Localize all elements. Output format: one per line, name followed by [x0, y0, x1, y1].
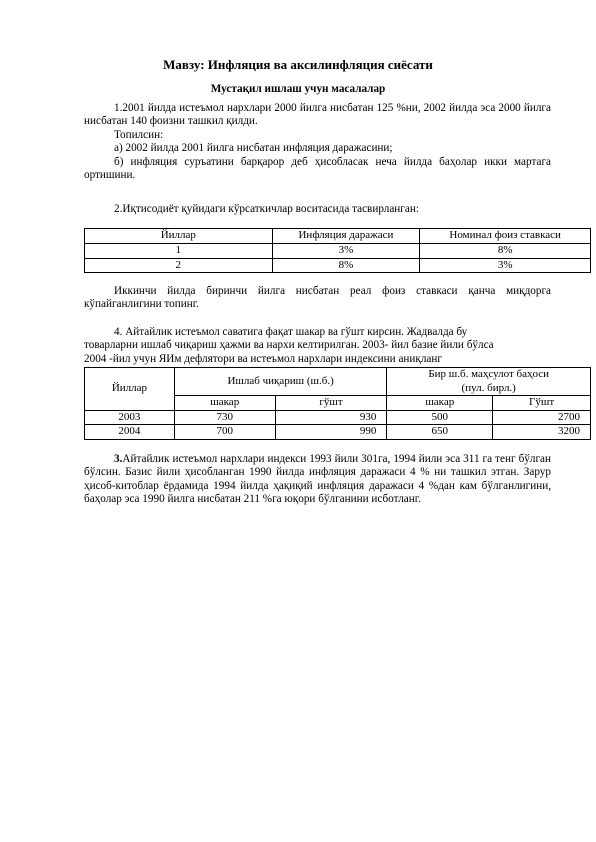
cell: 8% [420, 243, 591, 258]
header-unit-price [387, 368, 591, 396]
task-1-item-b: б) инфляция суръатини барқарор деб ҳисобласак неча йилда баҳолар икки мартага ортишини. [84, 155, 551, 182]
task-4-intro-line: 4. Айтайлик истеъмол саватига фақат шакар ва гўшт кирсин. Жадвалда бу [114, 326, 468, 338]
cell: 3% [272, 243, 420, 258]
cell: 930 [275, 410, 387, 425]
task-3 [84, 453, 551, 507]
cell: 500 [387, 410, 493, 425]
task-1 [84, 102, 551, 182]
task-4-intro [84, 326, 551, 366]
header-unit-price-line1: Бир ш.б. маҳсулот баҳоси [428, 368, 550, 380]
task-3-body: Айтайлик истеъмол нархлари индекси 1993 йили 301га, 1994 йили эса 311 га тенг бўлган бўлсин. Базис йили ҳисобланган 1990 йилда инфляция даражаси 4 % ни ташкил этган. Зарур ҳисоб-китоблар ёрдамида 1994 йилда ҳақиқий инфляция даражаси 4 %дан кам бўлганлигини, баҳолар эса 1990 йилга нисбатан 211 %га юқори бўлганини исботланг. [84, 453, 551, 506]
cell: 3% [420, 258, 591, 273]
table-header-row [85, 368, 591, 396]
header-nominal-rate: Номинал фоиз ставкаси [420, 229, 591, 244]
header-production: Ишлаб чиқариш (ш.б.) [174, 368, 387, 396]
header-inflation: Инфляция даражаси [272, 229, 420, 244]
subheader-sugar: шакар [387, 396, 493, 411]
table-row [85, 425, 591, 440]
cell: 8% [272, 258, 420, 273]
page-title: Мавзу: Инфляция ва аксилинфляция сиёсати [163, 57, 433, 72]
cell: 3200 [493, 425, 591, 440]
task-2-question [84, 285, 551, 312]
table-row [85, 410, 591, 425]
header-years: Йиллар [85, 229, 273, 244]
subheader-meat: гўшт [275, 396, 387, 411]
cell: 2700 [493, 410, 591, 425]
inflation-table [84, 228, 591, 273]
cell: 2003 [85, 410, 175, 425]
cell: 1 [85, 243, 273, 258]
cell: 650 [387, 425, 493, 440]
cell: 2004 [85, 425, 175, 440]
subheader-meat: Гўшт [493, 396, 591, 411]
cell: 2 [85, 258, 273, 273]
table-header-row [85, 229, 591, 244]
cell: 730 [174, 410, 275, 425]
header-unit-price-line2: (пул. бирл.) [461, 381, 516, 394]
task-2-intro [84, 203, 551, 216]
task-1-item-a: а) 2002 йилда 2001 йилга нисбатан инфляция даражасини; [114, 142, 393, 155]
subheader-sugar: шакар [174, 396, 275, 411]
task-3-text [84, 453, 551, 507]
header-years: Йиллар [85, 368, 175, 411]
task-1-find-label: Топилсин: [114, 128, 164, 141]
task-4-intro-line: 2004 -йил учун ЯИм дефлятори ва истеъмол нархлари индексини аниқланг [84, 352, 442, 365]
table-row [85, 258, 591, 273]
task-1-statement: 1.2001 йилда истеъмол нархлари 2000 йилга нисбатан 125 %ни, 2002 йилда эса 2000 йилга нисбатан 140 фоизни ташкил қилди. [84, 102, 551, 128]
task-2-intro-text: 2.Иқтисодиёт қуйидаги кўрсаткичлар воситасида тасвирланган: [114, 203, 419, 215]
cell: 700 [174, 425, 275, 440]
task-2-question-text: Иккинчи йилда биринчи йилга нисбатан реал фоиз ставкаси қанча миқдорга кўпайганлигини топинг. [84, 285, 551, 311]
task-4-intro-line: товарларни ишлаб чиқариш ҳажми ва нархи келтирилган. 2003- йил базие йили бўлса [84, 339, 494, 352]
section-subtitle: Мустақил ишлаш учун масалалар [210, 83, 386, 95]
cell: 990 [275, 425, 387, 440]
production-price-table [84, 367, 591, 440]
task-3-number: 3. [114, 453, 123, 465]
table-row [85, 243, 591, 258]
